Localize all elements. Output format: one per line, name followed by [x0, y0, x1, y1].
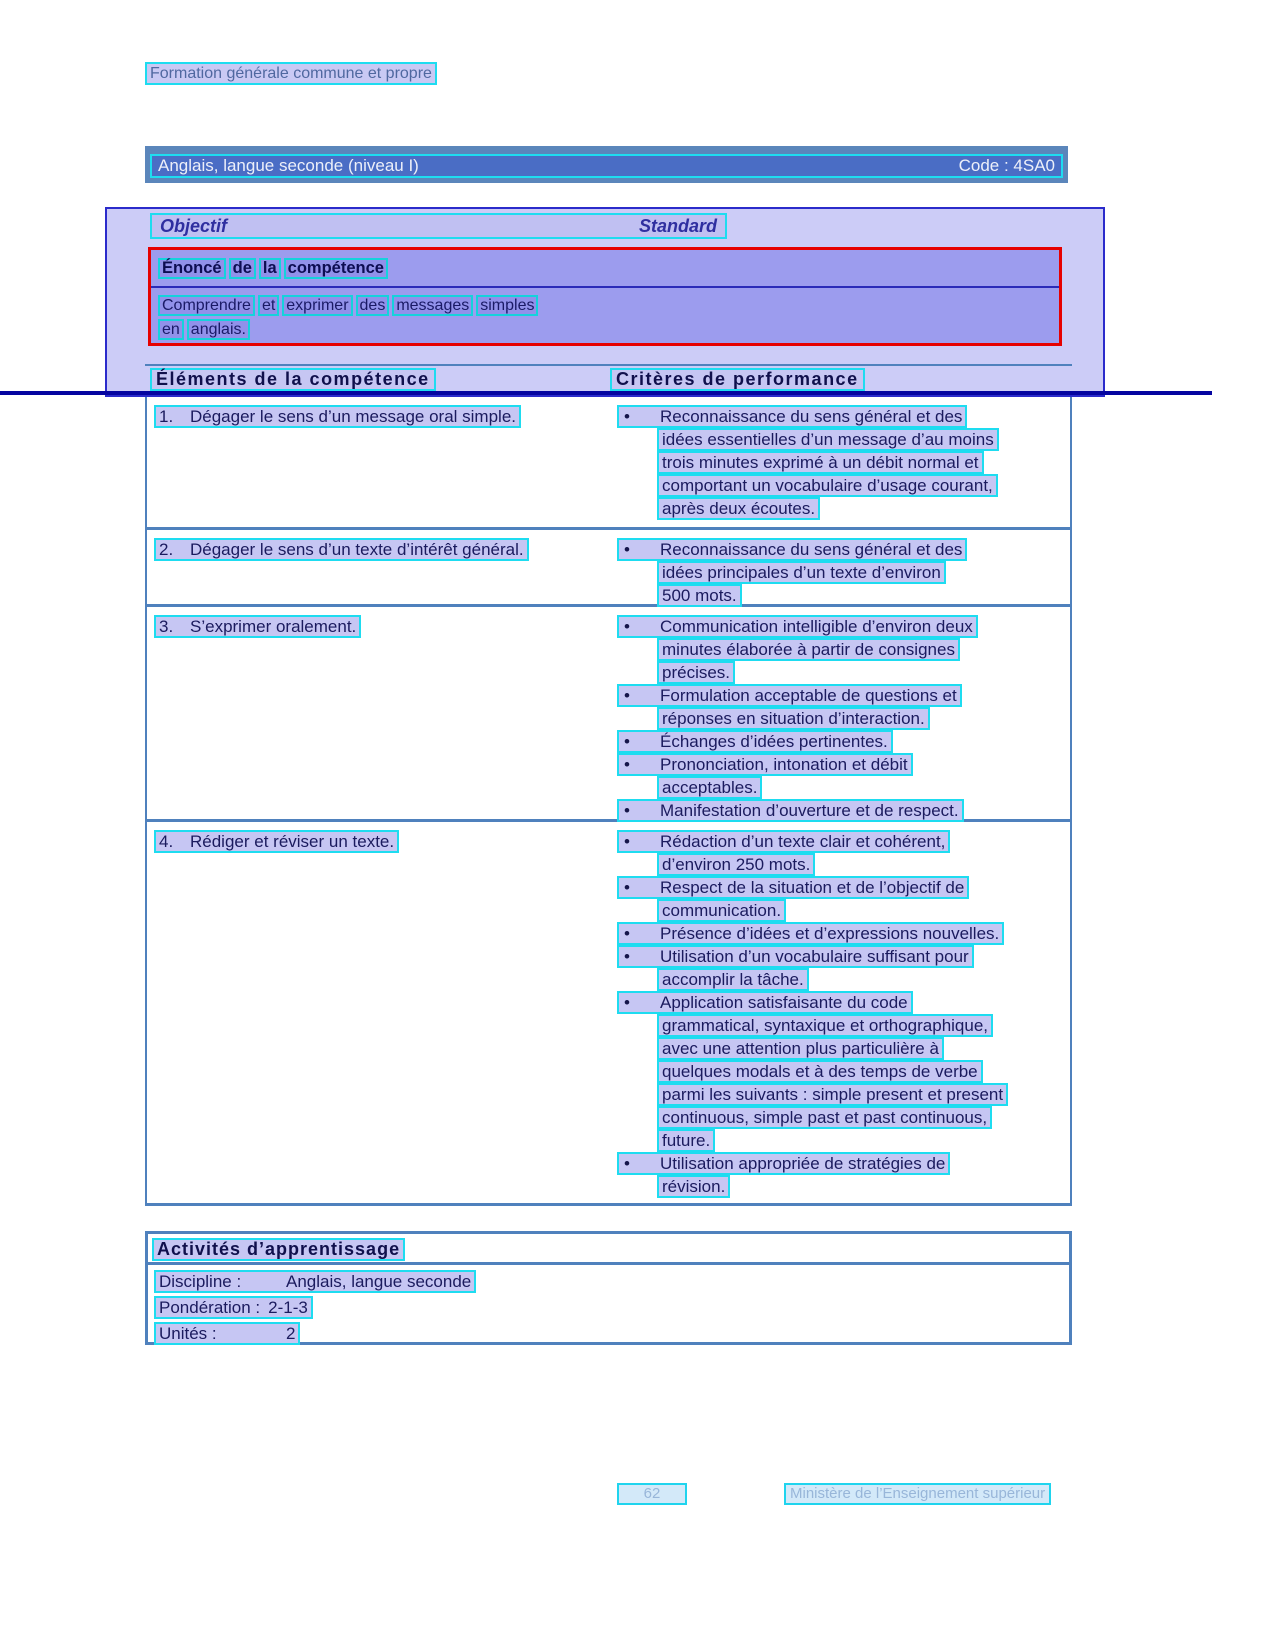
criteria-line [617, 1152, 1070, 1175]
page-number: 62 [617, 1483, 687, 1505]
highlighted-text: • Présence d’idées et d’expressions nouvelles. [617, 922, 1004, 945]
word-highlight: Énoncé [158, 258, 226, 279]
element-cell [147, 530, 609, 604]
word-highlight: et [258, 295, 279, 316]
elements-header: Éléments de la compétence [150, 368, 436, 391]
highlighted-text: avec une attention plus particulière à [657, 1037, 944, 1060]
highlighted-text: communication. [657, 899, 786, 922]
word-highlight: la [259, 258, 281, 279]
enonce-body [151, 288, 1059, 343]
highlighted-text: continuous, simple past et past continuous, [657, 1106, 992, 1129]
highlighted-text: future. [657, 1129, 715, 1152]
highlighted-text: 4. Rédiger et réviser un texte. [154, 830, 399, 853]
criteria-cell [609, 397, 1070, 527]
highlighted-text: grammatical, syntaxique et orthographique, [657, 1014, 993, 1037]
bullet-icon: • [624, 1154, 630, 1173]
bullet-icon: • [624, 540, 630, 559]
criteria-line [617, 945, 1070, 968]
highlighted-text: réponses en situation d’interaction. [657, 707, 930, 730]
word-highlight: en [158, 319, 184, 340]
criteria-cell [609, 822, 1070, 1203]
criteria-cell [609, 607, 1070, 819]
criteria-line [617, 561, 1070, 584]
objectif-label: Objectif [160, 215, 228, 236]
criteria-line [617, 799, 1070, 822]
criteria-line [617, 474, 1070, 497]
highlighted-text: • Reconnaissance du sens général et des [617, 538, 967, 561]
criteria-cell [609, 530, 1070, 604]
criteria-line [617, 661, 1070, 684]
bullet-icon: • [624, 878, 630, 897]
activites-title: Activités d’apprentissage [152, 1238, 405, 1261]
element-line [154, 830, 609, 853]
competence-table-body [145, 397, 1072, 1206]
ministry-name: Ministère de l’Enseignement supérieur [784, 1483, 1051, 1505]
activites-box [145, 1231, 1072, 1345]
table-header-left-cell [145, 368, 607, 391]
bullet-icon: • [624, 732, 630, 751]
objectif-standard-strip [150, 213, 727, 239]
header-highlight: Formation générale commune et propre [145, 62, 437, 85]
course-code: Code : 4SA0 [958, 156, 1055, 175]
highlighted-text: trois minutes exprimé à un débit normal et [657, 451, 984, 474]
unites-highlight [154, 1322, 300, 1345]
highlighted-text: idées essentielles d’un message d’au moins [657, 428, 999, 451]
document-header [145, 62, 437, 85]
bullet-icon: • [624, 617, 630, 636]
item-number: 3. [159, 617, 174, 636]
footer-page-number-wrap [617, 1483, 687, 1505]
table-header-right-cell [607, 368, 1072, 391]
criteria-line [617, 615, 1070, 638]
highlighted-text: • Utilisation appropriée de stratégies de [617, 1152, 950, 1175]
unites-label: Unités : [159, 1324, 217, 1343]
criteria-line [617, 405, 1070, 428]
enonce-title [151, 250, 1059, 288]
criteria-line [617, 1060, 1070, 1083]
bullet-icon: • [624, 407, 630, 426]
element-cell [147, 822, 609, 1203]
criteria-line [617, 730, 1070, 753]
criteria-line [617, 684, 1070, 707]
criteria-line [617, 853, 1070, 876]
highlighted-text: précises. [657, 661, 735, 684]
criteria-line [617, 922, 1070, 945]
word-highlight: des [356, 295, 390, 316]
highlighted-text: 1. Dégager le sens d’un message oral simple. [154, 405, 521, 428]
criteria-line [617, 968, 1070, 991]
item-number: 2. [159, 540, 174, 559]
highlighted-text: • Manifestation d’ouverture et de respect. [617, 799, 964, 822]
criteria-line [617, 428, 1070, 451]
word-highlight: anglais. [187, 319, 250, 340]
bullet-icon: • [624, 832, 630, 851]
bullet-icon: • [624, 755, 630, 774]
discipline-label: Discipline : [159, 1272, 242, 1291]
element-line [154, 405, 609, 428]
word-highlight: compétence [284, 258, 388, 279]
word-highlight: simples [476, 295, 538, 316]
discipline-line [154, 1270, 1069, 1296]
header-underline-rule [0, 391, 1212, 395]
element-line [154, 615, 609, 638]
bullet-icon: • [624, 924, 630, 943]
criteria-line [617, 1083, 1070, 1106]
criteria-line [617, 1106, 1070, 1129]
criteria-line [617, 497, 1070, 520]
course-title-bar [145, 146, 1068, 183]
element-cell [147, 397, 609, 527]
highlighted-text: 3. S’exprimer oralement. [154, 615, 361, 638]
item-number: 1. [159, 407, 174, 426]
highlighted-text: • Utilisation d’un vocabulaire suffisant pour [617, 945, 974, 968]
highlighted-text: acceptables. [657, 776, 762, 799]
criteria-line [617, 451, 1070, 474]
highlighted-text: après deux écoutes. [657, 497, 820, 520]
word-highlight: exprimer [282, 295, 352, 316]
criteria-line [617, 1129, 1070, 1152]
table-row [147, 822, 1070, 1203]
word-highlight: de [229, 258, 256, 279]
highlighted-text: • Reconnaissance du sens général et des [617, 405, 967, 428]
highlighted-text: quelques modals et à des temps de verbe [657, 1060, 983, 1083]
criteria-line [617, 1014, 1070, 1037]
activites-body [148, 1265, 1069, 1348]
discipline-value: Anglais, langue seconde [286, 1272, 472, 1291]
highlighted-text: d’environ 250 mots. [657, 853, 815, 876]
criteria-line [617, 538, 1070, 561]
course-title-highlight [150, 154, 1063, 178]
criteria-line [617, 1175, 1070, 1198]
table-row [147, 530, 1070, 607]
criteria-line [617, 776, 1070, 799]
table-row [147, 397, 1070, 530]
highlighted-text: • Formulation acceptable de questions et [617, 684, 962, 707]
criteria-line [617, 707, 1070, 730]
enonce-box [148, 247, 1062, 346]
course-title: Anglais, langue seconde (niveau I) [158, 156, 419, 175]
highlighted-text: • Application satisfaisante du code [617, 991, 913, 1014]
ponderation-highlight [154, 1296, 313, 1319]
criteria-line [617, 753, 1070, 776]
footer-ministry-wrap [784, 1483, 1051, 1505]
enonce-line [158, 319, 1059, 343]
highlighted-text: 2. Dégager le sens d’un texte d’intérêt général. [154, 538, 529, 561]
enonce-line [158, 295, 1059, 319]
criteria-line [617, 991, 1070, 1014]
criteria-line [617, 876, 1070, 899]
item-number: 4. [159, 832, 174, 851]
bullet-icon: • [624, 801, 630, 820]
word-highlight: Comprendre [158, 295, 255, 316]
highlighted-text: • Communication intelligible d’environ deux [617, 615, 978, 638]
element-line [154, 538, 609, 561]
highlighted-text: accomplir la tâche. [657, 968, 809, 991]
unites-value: 2 [286, 1324, 296, 1343]
criteres-header: Critères de performance [610, 368, 865, 391]
objectif-standard-panel [105, 207, 1105, 397]
highlighted-text: parmi les suivants : simple present et present [657, 1083, 1008, 1106]
criteria-line [617, 830, 1070, 853]
competence-table-header [145, 364, 1072, 391]
discipline-highlight [154, 1270, 476, 1293]
bullet-icon: • [624, 947, 630, 966]
highlighted-text: minutes élaborée à partir de consignes [657, 638, 960, 661]
highlighted-text: • Prononciation, intonation et débit [617, 753, 913, 776]
criteria-line [617, 638, 1070, 661]
unites-line [154, 1322, 1069, 1348]
ponderation-value: 2-1-3 [268, 1298, 308, 1317]
criteria-line [617, 1037, 1070, 1060]
standard-label: Standard [638, 215, 717, 236]
word-highlight: messages [392, 295, 473, 316]
highlighted-text: • Rédaction d’un texte clair et cohérent, [617, 830, 950, 853]
highlighted-text: • Échanges d’idées pertinentes. [617, 730, 893, 753]
highlighted-text: comportant un vocabulaire d’usage courant, [657, 474, 998, 497]
table-row [147, 607, 1070, 822]
highlighted-text: révision. [657, 1175, 730, 1198]
highlighted-text: 500 mots. [657, 584, 742, 607]
ponderation-label: Pondération : [159, 1298, 261, 1317]
bullet-icon: • [624, 993, 630, 1012]
bullet-icon: • [624, 686, 630, 705]
ponderation-line [154, 1296, 1069, 1322]
element-cell [147, 607, 609, 819]
highlighted-text: • Respect de la situation et de l’objectif de [617, 876, 969, 899]
activites-title-row [148, 1234, 1069, 1265]
criteria-line [617, 584, 1070, 607]
criteria-line [617, 899, 1070, 922]
highlighted-text: idées principales d’un texte d’environ [657, 561, 946, 584]
